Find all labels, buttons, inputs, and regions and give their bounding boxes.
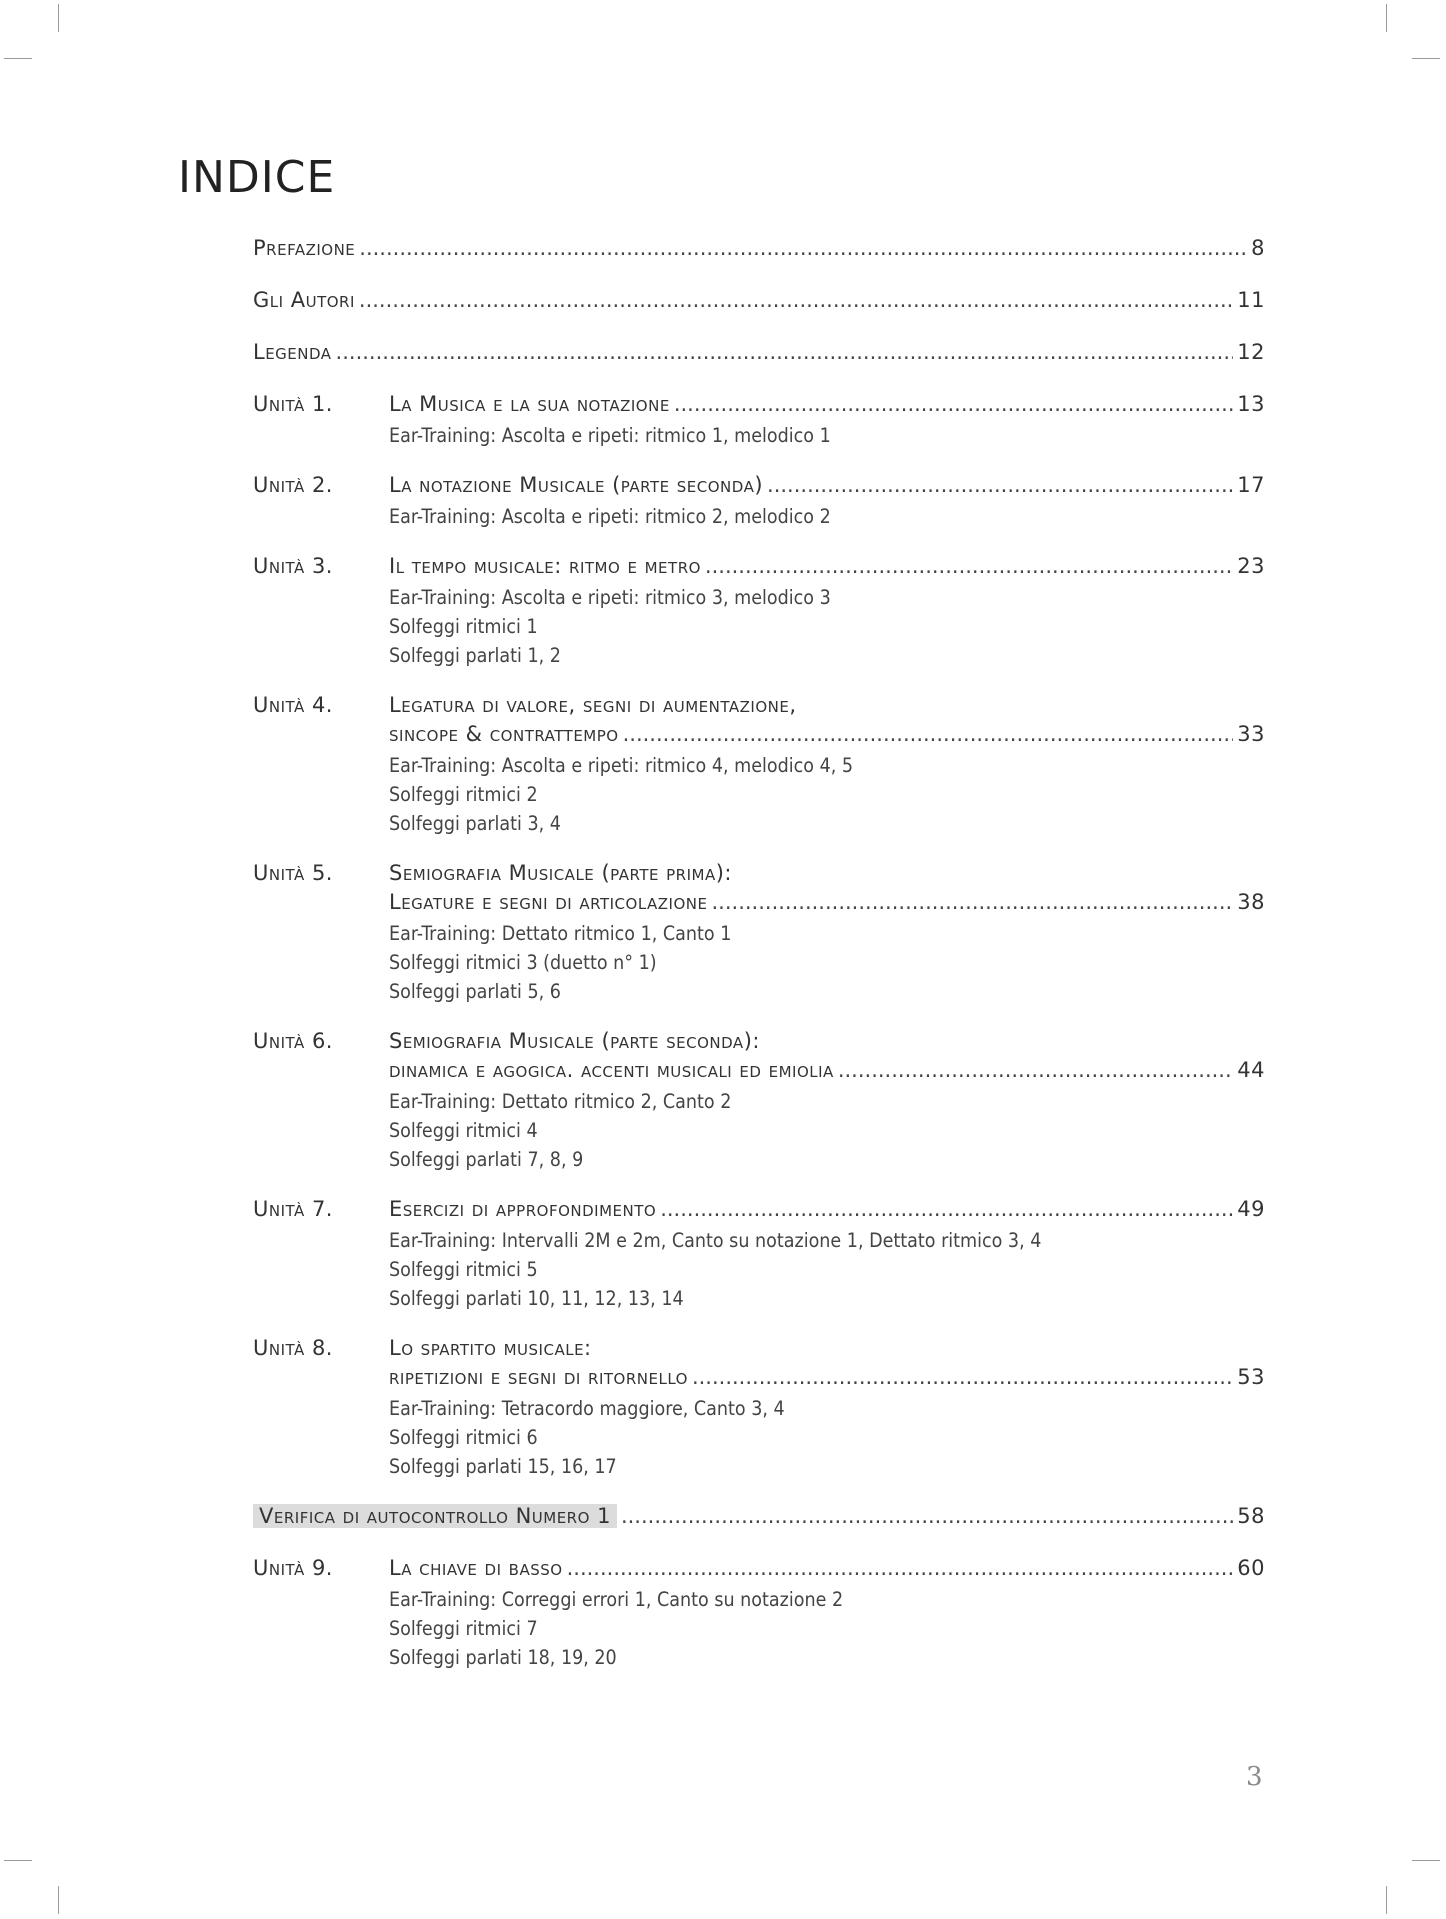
toc-entry <box>253 340 1265 369</box>
toc-entry <box>253 473 1265 531</box>
dot-leader <box>621 1504 1233 1528</box>
entry-title-text: sincope & contrattempo <box>389 722 619 746</box>
toc-entry-line <box>253 861 1265 890</box>
dot-leader <box>767 473 1233 497</box>
page-title: INDICE <box>178 152 336 203</box>
unit-number: Unità 1. <box>253 392 333 416</box>
unit-number: Unità 8. <box>253 1336 333 1360</box>
sub-entry: Solfeggi parlati 1, 2 <box>389 644 561 667</box>
entry-title-text: ripetizioni e segni di ritornello <box>389 1365 688 1389</box>
unit-number: Unità 2. <box>253 473 333 497</box>
entry-title <box>389 1336 592 1360</box>
entry-title-text: Esercizi di approfondimento <box>389 1197 657 1221</box>
toc-entry-line <box>253 693 1265 722</box>
entry-title <box>253 288 355 312</box>
toc-entry-line <box>253 1336 1265 1365</box>
toc-entry <box>253 554 1265 670</box>
unit-number: Unità 4. <box>253 693 333 717</box>
entry-title-text: La chiave di basso <box>389 1556 563 1580</box>
entry-title-text: Legature e segni di articolazione <box>389 890 708 914</box>
sub-entry: Solfeggi parlati 3, 4 <box>389 812 561 835</box>
crop-mark <box>1412 58 1440 59</box>
toc-entry <box>253 693 1265 838</box>
sub-entry: Ear-Training: Intervalli 2M e 2m, Canto su notazione 1, Dettato ritmico 3, 4 <box>389 1229 1042 1252</box>
toc-entry-line <box>253 340 1265 369</box>
crop-mark <box>58 1886 59 1914</box>
entry-title <box>389 1058 834 1082</box>
dot-leader <box>712 890 1234 914</box>
unit-number: Unità 7. <box>253 1197 333 1221</box>
entry-title <box>389 890 708 914</box>
sub-entry: Ear-Training: Dettato ritmico 2, Canto 2 <box>389 1090 732 1113</box>
crop-mark <box>58 4 59 32</box>
toc-entry <box>253 392 1265 450</box>
entry-title-text: Legenda <box>253 340 332 364</box>
toc-entry <box>253 1336 1265 1481</box>
sub-entry: Solfeggi ritmici 3 (duetto n° 1) <box>389 951 657 974</box>
entry-title <box>389 473 763 497</box>
sub-entry: Ear-Training: Tetracordo maggiore, Canto 3, 4 <box>389 1397 785 1420</box>
entry-title <box>389 554 701 578</box>
unit-number: Unità 3. <box>253 554 333 578</box>
unit-number: Unità 6. <box>253 1029 333 1053</box>
sub-entry: Ear-Training: Ascolta e ripeti: ritmico 2, melodico 2 <box>389 505 831 528</box>
entry-title-text: Lo spartito musicale: <box>389 1336 592 1360</box>
sub-entry: Solfeggi ritmici 1 <box>389 615 538 638</box>
entry-title <box>389 1197 656 1221</box>
sub-entry: Solfeggi ritmici 5 <box>389 1258 538 1281</box>
sub-entry: Solfeggi parlati 10, 11, 12, 13, 14 <box>389 1287 684 1310</box>
page-ref: 12 <box>1237 340 1265 364</box>
entry-title <box>389 1029 760 1053</box>
sub-entry: Solfeggi parlati 15, 16, 17 <box>389 1455 617 1478</box>
dot-leader <box>705 554 1233 578</box>
crop-mark <box>1386 4 1387 32</box>
toc-entry-line <box>253 288 1265 317</box>
entry-title <box>389 693 797 717</box>
sub-entry: Solfeggi parlati 18, 19, 20 <box>389 1646 617 1669</box>
toc-entry-line <box>253 1058 1265 1087</box>
toc-entry <box>253 1197 1265 1313</box>
sub-entry: Solfeggi parlati 5, 6 <box>389 980 561 1003</box>
sub-entry: Solfeggi ritmici 4 <box>389 1119 538 1142</box>
dot-leader <box>660 1197 1233 1221</box>
entry-title-text: Gli Autori <box>253 288 355 312</box>
entry-title <box>389 392 670 416</box>
entry-title <box>389 722 619 746</box>
entry-title <box>253 1504 617 1528</box>
sub-entry: Ear-Training: Ascolta e ripeti: ritmico 3, melodico 3 <box>389 586 831 609</box>
toc-entry-line <box>253 392 1265 421</box>
entry-title-text: La notazione Musicale (parte seconda) <box>389 473 764 497</box>
entry-title-text: Legatura di valore, segni di aumentazione, <box>389 693 797 717</box>
page-ref: 49 <box>1237 1197 1265 1221</box>
page-ref: 38 <box>1237 890 1265 914</box>
toc-entry <box>253 1556 1265 1672</box>
entry-title <box>389 1365 688 1389</box>
sub-entry: Ear-Training: Ascolta e ripeti: ritmico 1, melodico 1 <box>389 424 831 447</box>
entry-title <box>253 236 355 260</box>
toc-entry <box>253 861 1265 1006</box>
toc-entry <box>253 1504 1265 1533</box>
page-ref: 17 <box>1237 473 1265 497</box>
page-ref: 13 <box>1237 392 1265 416</box>
sub-entry: Ear-Training: Dettato ritmico 1, Canto 1 <box>389 922 732 945</box>
toc-entry <box>253 1029 1265 1174</box>
sub-entry: Solfeggi ritmici 6 <box>389 1426 538 1449</box>
crop-mark <box>4 58 32 59</box>
toc-entry <box>253 236 1265 265</box>
toc-entry-line <box>253 236 1265 265</box>
page-ref: 8 <box>1251 236 1265 260</box>
entry-title-text: dinamica e agogica. accenti musicali ed emiolia <box>389 1058 834 1082</box>
page-ref: 44 <box>1237 1058 1265 1082</box>
entry-title-text: Semiografia Musicale (parte prima): <box>389 861 733 885</box>
entry-title <box>253 340 332 364</box>
table-of-contents <box>253 236 1265 1695</box>
page-ref: 11 <box>1237 288 1265 312</box>
dot-leader <box>674 392 1233 416</box>
toc-entry-line <box>253 1197 1265 1226</box>
unit-number: Unità 5. <box>253 861 333 885</box>
crop-mark <box>1386 1886 1387 1914</box>
dot-leader <box>359 288 1233 312</box>
page-ref: 53 <box>1237 1365 1265 1389</box>
toc-entry-line <box>253 1504 1265 1533</box>
sub-entry: Ear-Training: Ascolta e ripeti: ritmico 4, melodico 4, 5 <box>389 754 854 777</box>
sub-entry: Solfeggi ritmici 7 <box>389 1617 538 1640</box>
entry-title-text: Il tempo musicale: ritmo e metro <box>389 554 701 578</box>
page-ref: 58 <box>1237 1504 1265 1528</box>
crop-mark <box>1412 1860 1440 1861</box>
toc-entry-line <box>253 890 1265 919</box>
toc-entry-line <box>253 1029 1265 1058</box>
page-number: 3 <box>1246 1762 1263 1792</box>
dot-leader <box>336 340 1234 364</box>
dot-leader <box>359 236 1247 260</box>
entry-title-text: La Musica e la sua notazione <box>389 392 670 416</box>
entry-title-text: Verifica di autocontrollo Numero 1 <box>253 1504 617 1528</box>
toc-entry-line <box>253 554 1265 583</box>
entry-title-text: Prefazione <box>253 236 356 260</box>
dot-leader <box>623 722 1234 746</box>
dot-leader <box>567 1556 1234 1580</box>
sub-entry: Solfeggi ritmici 2 <box>389 783 538 806</box>
toc-entry-line <box>253 473 1265 502</box>
page-ref: 60 <box>1237 1556 1265 1580</box>
entry-title <box>389 1556 563 1580</box>
unit-number: Unità 9. <box>253 1556 333 1580</box>
entry-title <box>389 861 732 885</box>
toc-entry-line <box>253 1365 1265 1394</box>
page-ref: 33 <box>1237 722 1265 746</box>
toc-entry <box>253 288 1265 317</box>
sub-entry: Solfeggi parlati 7, 8, 9 <box>389 1148 584 1171</box>
sub-entry: Ear-Training: Correggi errori 1, Canto su notazione 2 <box>389 1588 844 1611</box>
page-ref: 23 <box>1237 554 1265 578</box>
dot-leader <box>692 1365 1233 1389</box>
crop-mark <box>4 1860 32 1861</box>
entry-title-text: Semiografia Musicale (parte seconda): <box>389 1029 760 1053</box>
toc-entry-line <box>253 1556 1265 1585</box>
dot-leader <box>838 1058 1233 1082</box>
toc-entry-line <box>253 722 1265 751</box>
